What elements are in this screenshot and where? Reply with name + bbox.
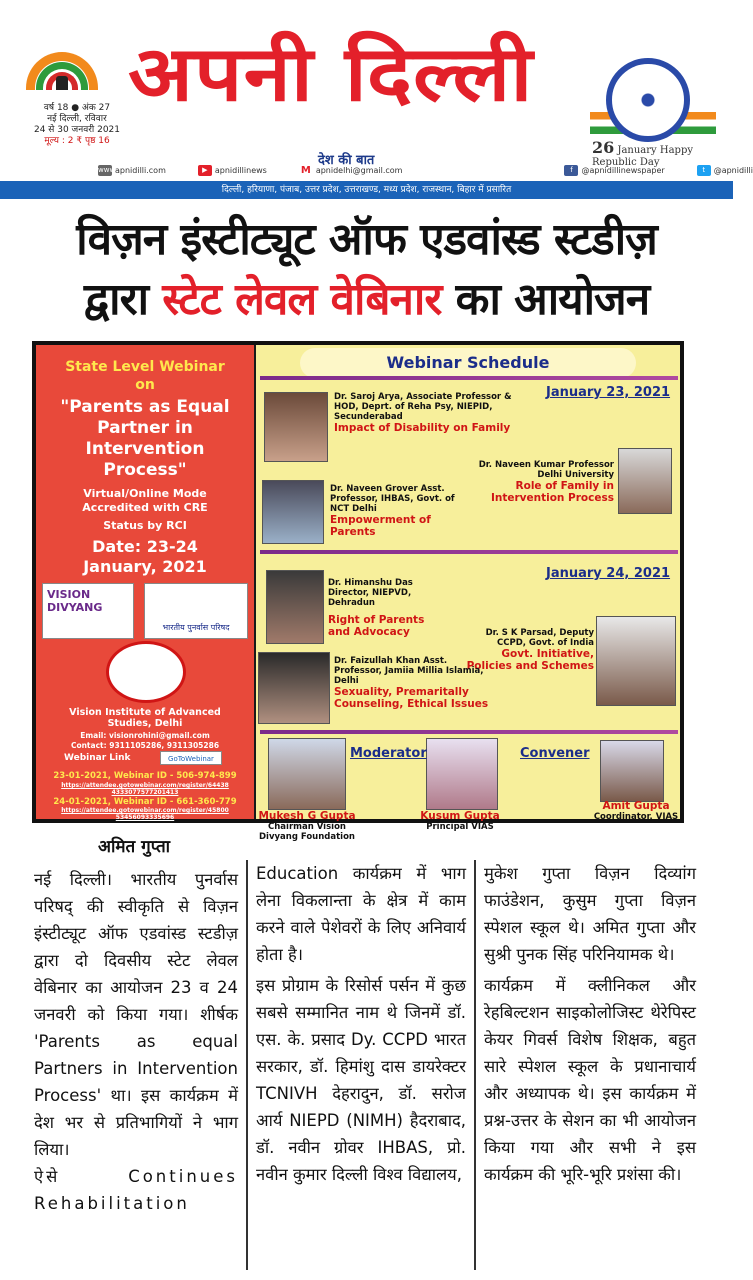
convener-label: Convener	[520, 746, 590, 761]
principal-credit	[410, 810, 510, 832]
gmail-link[interactable]	[299, 165, 403, 176]
gmail-icon: M	[299, 165, 313, 176]
poster-left-panel	[36, 345, 254, 819]
moderator-role: Chairman Vision Divyang Foundation	[259, 822, 355, 842]
day-2-date: January 24, 2021	[546, 566, 671, 581]
web-link-text: apnidilli.com	[115, 165, 166, 175]
speaker-topic: Role of Family in Intervention Process	[490, 480, 614, 504]
speaker-info: Dr. S K Parsad, Deputy CCPD, Govt. of India	[485, 628, 594, 648]
poster-title-1: State Level Webinar	[65, 359, 225, 375]
gotowebinar-logo: GoToWebinar	[160, 751, 222, 765]
webinar-link-label: Webinar Link	[64, 753, 131, 763]
speaker-topic: Impact of Disability on Family	[334, 422, 511, 434]
headline	[0, 210, 733, 330]
moderator-photo	[268, 738, 346, 810]
speaker-photo-naveen-kumar	[618, 448, 672, 514]
convener-credit	[588, 800, 684, 822]
poster-title-2: on	[135, 377, 155, 393]
article-col2-p1: Education कार्यक्रम में भाग लेना विकलान्ता के क्षेत्र में काम करने वाले पेशेवरों के लिए अनिवार्य होता है।	[256, 864, 466, 964]
twitter-link-text: @apnidilli	[713, 165, 753, 175]
web-link[interactable]	[98, 165, 166, 176]
headline-suffix: का आयोजन	[455, 274, 650, 325]
gmail-link-text: apnidelhi@gmail.com	[315, 165, 403, 175]
principal-photo	[426, 738, 498, 810]
article-col2-p2: इस प्रोग्राम के रिसोर्स पर्सन में कुछ सबसे सम्मानित नाम थे जिनमें डॉ. एस. के. प्रसाद Dy. CCPD भारत सरकार, डॉ. हिमांशु दास डायरेक्टर TCNIVH देहरादुन, डॉ. सरोज आर्य NIEPD (NIMH) हैदराबाद, डॉ. नवीन ग्रोवर IHBAS, प्रो. नवीन कुमार दिल्ली विश्व विद्यालय,	[256, 976, 466, 1184]
convener-role: Coordinator, VIAS	[593, 812, 679, 822]
ashoka-chakra-icon	[606, 58, 690, 142]
convener-photo	[600, 740, 664, 802]
divider-middle	[260, 550, 678, 554]
republic-day-text: January Happy Republic Day	[592, 145, 694, 168]
speaker-photo-naveen-grover	[262, 480, 324, 544]
logo-pen-icon	[56, 76, 68, 90]
institute-email: Email: visionrohini@gmail.com	[80, 731, 210, 740]
article-column-3	[484, 860, 696, 1188]
speaker-topic: Empowerment of Parents	[330, 514, 431, 538]
column-rule-2	[474, 860, 476, 1270]
speaker-info: Dr. Saroj Arya, Associate Professor & HOD, Deprt. of Reha Psy, NIEPID, Secunderabad	[334, 392, 512, 422]
web-icon: www	[98, 165, 116, 174]
institute-contact: Contact: 9311105286, 9311305286	[70, 741, 220, 750]
facebook-icon: f	[564, 165, 578, 176]
poster-mode: Virtual/Online Mode	[83, 487, 207, 500]
facebook-link[interactable]	[564, 165, 664, 176]
speaker-naveen-kumar	[470, 460, 614, 504]
article-column-2	[256, 860, 466, 1188]
tagline: देश की बात	[318, 153, 375, 168]
twitter-icon: t	[697, 165, 711, 176]
speaker-info: Dr. Naveen Kumar Professor Delhi University	[478, 460, 614, 480]
twitter-link[interactable]	[697, 165, 753, 176]
issue-line-3: 24 से 30 जनवरी 2021	[33, 125, 121, 135]
speaker-topic: Sexuality, Premaritally Counseling, Ethical Issues	[334, 686, 489, 710]
speaker-info: Dr. Naveen Grover Asst. Professor, IHBAS, Govt. of NCT Delhi	[330, 484, 455, 514]
issue-line-2: नई दिल्ली, रविवार	[47, 114, 107, 124]
institute-seal-logo	[106, 641, 186, 703]
speaker-saroj	[334, 392, 534, 434]
speaker-himanshu	[328, 578, 448, 638]
speaker-info: Dr. Himanshu Das Director, NIEPVD, Dehradun	[328, 578, 413, 608]
vision-divyang-logo: VISION DIVYANG	[42, 583, 134, 639]
principal-name: Kusum Gupta	[420, 810, 500, 822]
speaker-topic: Right of Parents and Advocacy	[328, 614, 425, 638]
headline-highlight: स्टेट लेवल वेबिनार	[162, 274, 442, 325]
webinar-2-url[interactable]: https://attendee.gotowebinar.com/register/45800 53456093335696	[61, 807, 229, 821]
speaker-naveen-grover	[330, 484, 470, 538]
schedule-title: Webinar Schedule	[300, 348, 636, 378]
column-rule-1	[246, 860, 248, 1270]
speaker-photo-faizullah	[258, 652, 330, 724]
poster-date-1: Date: 23-24	[92, 537, 198, 556]
issue-line-4: मूल्य : 2 ₹ पृष्ठ 16	[44, 136, 110, 146]
speaker-photo-sk-parsad	[596, 616, 676, 706]
webinar-1-id: 23-01-2021, Webinar ID - 506-974-899	[53, 771, 237, 781]
headline-prefix: द्वारा	[83, 274, 148, 325]
speaker-info: Dr. Faizullah Khan Asst. Professor, Jamiia Millia Islamia, Delhi	[334, 656, 484, 686]
youtube-link[interactable]	[198, 165, 267, 176]
article-byline: अमित गुप्ता	[98, 837, 171, 857]
newspaper-title: अपनी दिल्ली	[128, 29, 534, 118]
speaker-faizullah	[334, 656, 494, 710]
youtube-link-text: apnidillinews	[214, 165, 267, 175]
poster-topic: "Parents as Equal Partner in Intervention Process"	[60, 397, 230, 480]
moderator-label: Moderator	[350, 746, 427, 761]
divider-bottom	[260, 730, 678, 734]
divider-top	[260, 376, 678, 380]
webinar-2-id: 24-01-2021, Webinar ID - 661-360-779	[53, 797, 237, 807]
article-col1-tail: ऐसे Continues Rehabilitation	[34, 1167, 238, 1213]
moderator-name: Mukesh G Gupta	[258, 810, 356, 822]
speaker-photo-saroj	[264, 392, 328, 462]
poster-rci: Status by RCI	[103, 519, 187, 532]
speaker-topic: Govt. Initiative, Policies and Schemes	[466, 648, 594, 672]
poster-date-2: January, 2021	[83, 557, 207, 576]
circulation-states-bar: दिल्ली, हरियाणा, पंजाब, उत्तर प्रदेश, उत्तराखण्ड, मध्य प्रदेश, राजस्थान, बिहार में प्रसारित	[0, 181, 733, 199]
headline-line-1: विज़न इंस्टीट्यूट ऑफ एडवांस्ड स्टडीज़	[76, 214, 657, 265]
republic-day-number: 26	[592, 138, 615, 157]
issue-line-1: वर्ष 18 ● अंक 27	[43, 103, 111, 113]
facebook-link-text: @apnidillinewspaper	[581, 165, 665, 175]
youtube-icon: ▶	[198, 165, 212, 176]
day-1-date: January 23, 2021	[546, 385, 671, 400]
article-col3-p1: मुकेश गुप्ता विज़न दिव्यांग फाउंडेशन, कुसुम गुप्ता विज़न स्पेशल स्कूल थे। अमित गुप्ता और सुश्री पुनक सिंह परिनियामक थे।	[484, 864, 696, 964]
convener-name: Amit Gupta	[602, 800, 670, 812]
article-col1-text: नई दिल्ली। भारतीय पुनर्वास परिषद् की स्वीकृति से विज़न इंस्टीट्यूट ऑफ एडवांस्ड स्टडीज़ द्वारा दो दिवसीय स्टेट लेवल वेबिनार का आयोजन 23 व 24 जनवरी को किया गया। शीर्षक 'Parents as equal Partners in Intervention Process' था। इस कार्यक्रम में देश भर से प्रतिभागियों ने भाग लिया।	[34, 870, 238, 1159]
article-col3-p2: कार्यक्रम में क्लीनिकल और रेहबिल्टशन साइकोलोजिस्ट थेरेपिस्ट केयर गिवर्स विशेष शिक्षक, बहुत सारे स्पेशल स्कूल के प्रधानाचार्य और अध्यापक थे। इस कार्यक्रम में प्रश्न-उत्तर के सेशन का भी आयोजन किया गया और सभी ने इस कार्यक्रम की भूरि-भूरि प्रशंसा की।	[484, 976, 696, 1184]
institute-name: Vision Institute of Advanced Studies, Delhi	[69, 707, 221, 729]
article-column-1	[34, 866, 238, 1217]
headline-line-2	[0, 270, 733, 330]
webinar-1-url[interactable]: https://attendee.gotowebinar.com/register/64438 4333077577201413	[61, 782, 229, 796]
moderator-credit	[252, 810, 362, 842]
principal-role: Principal VIAS	[426, 822, 494, 832]
poster-cre: Accredited with CRE	[82, 501, 208, 514]
speaker-photo-himanshu	[266, 570, 324, 644]
social-links-bar	[0, 160, 753, 180]
rci-logo: भारतीय पुनर्वास परिषद	[144, 583, 248, 639]
